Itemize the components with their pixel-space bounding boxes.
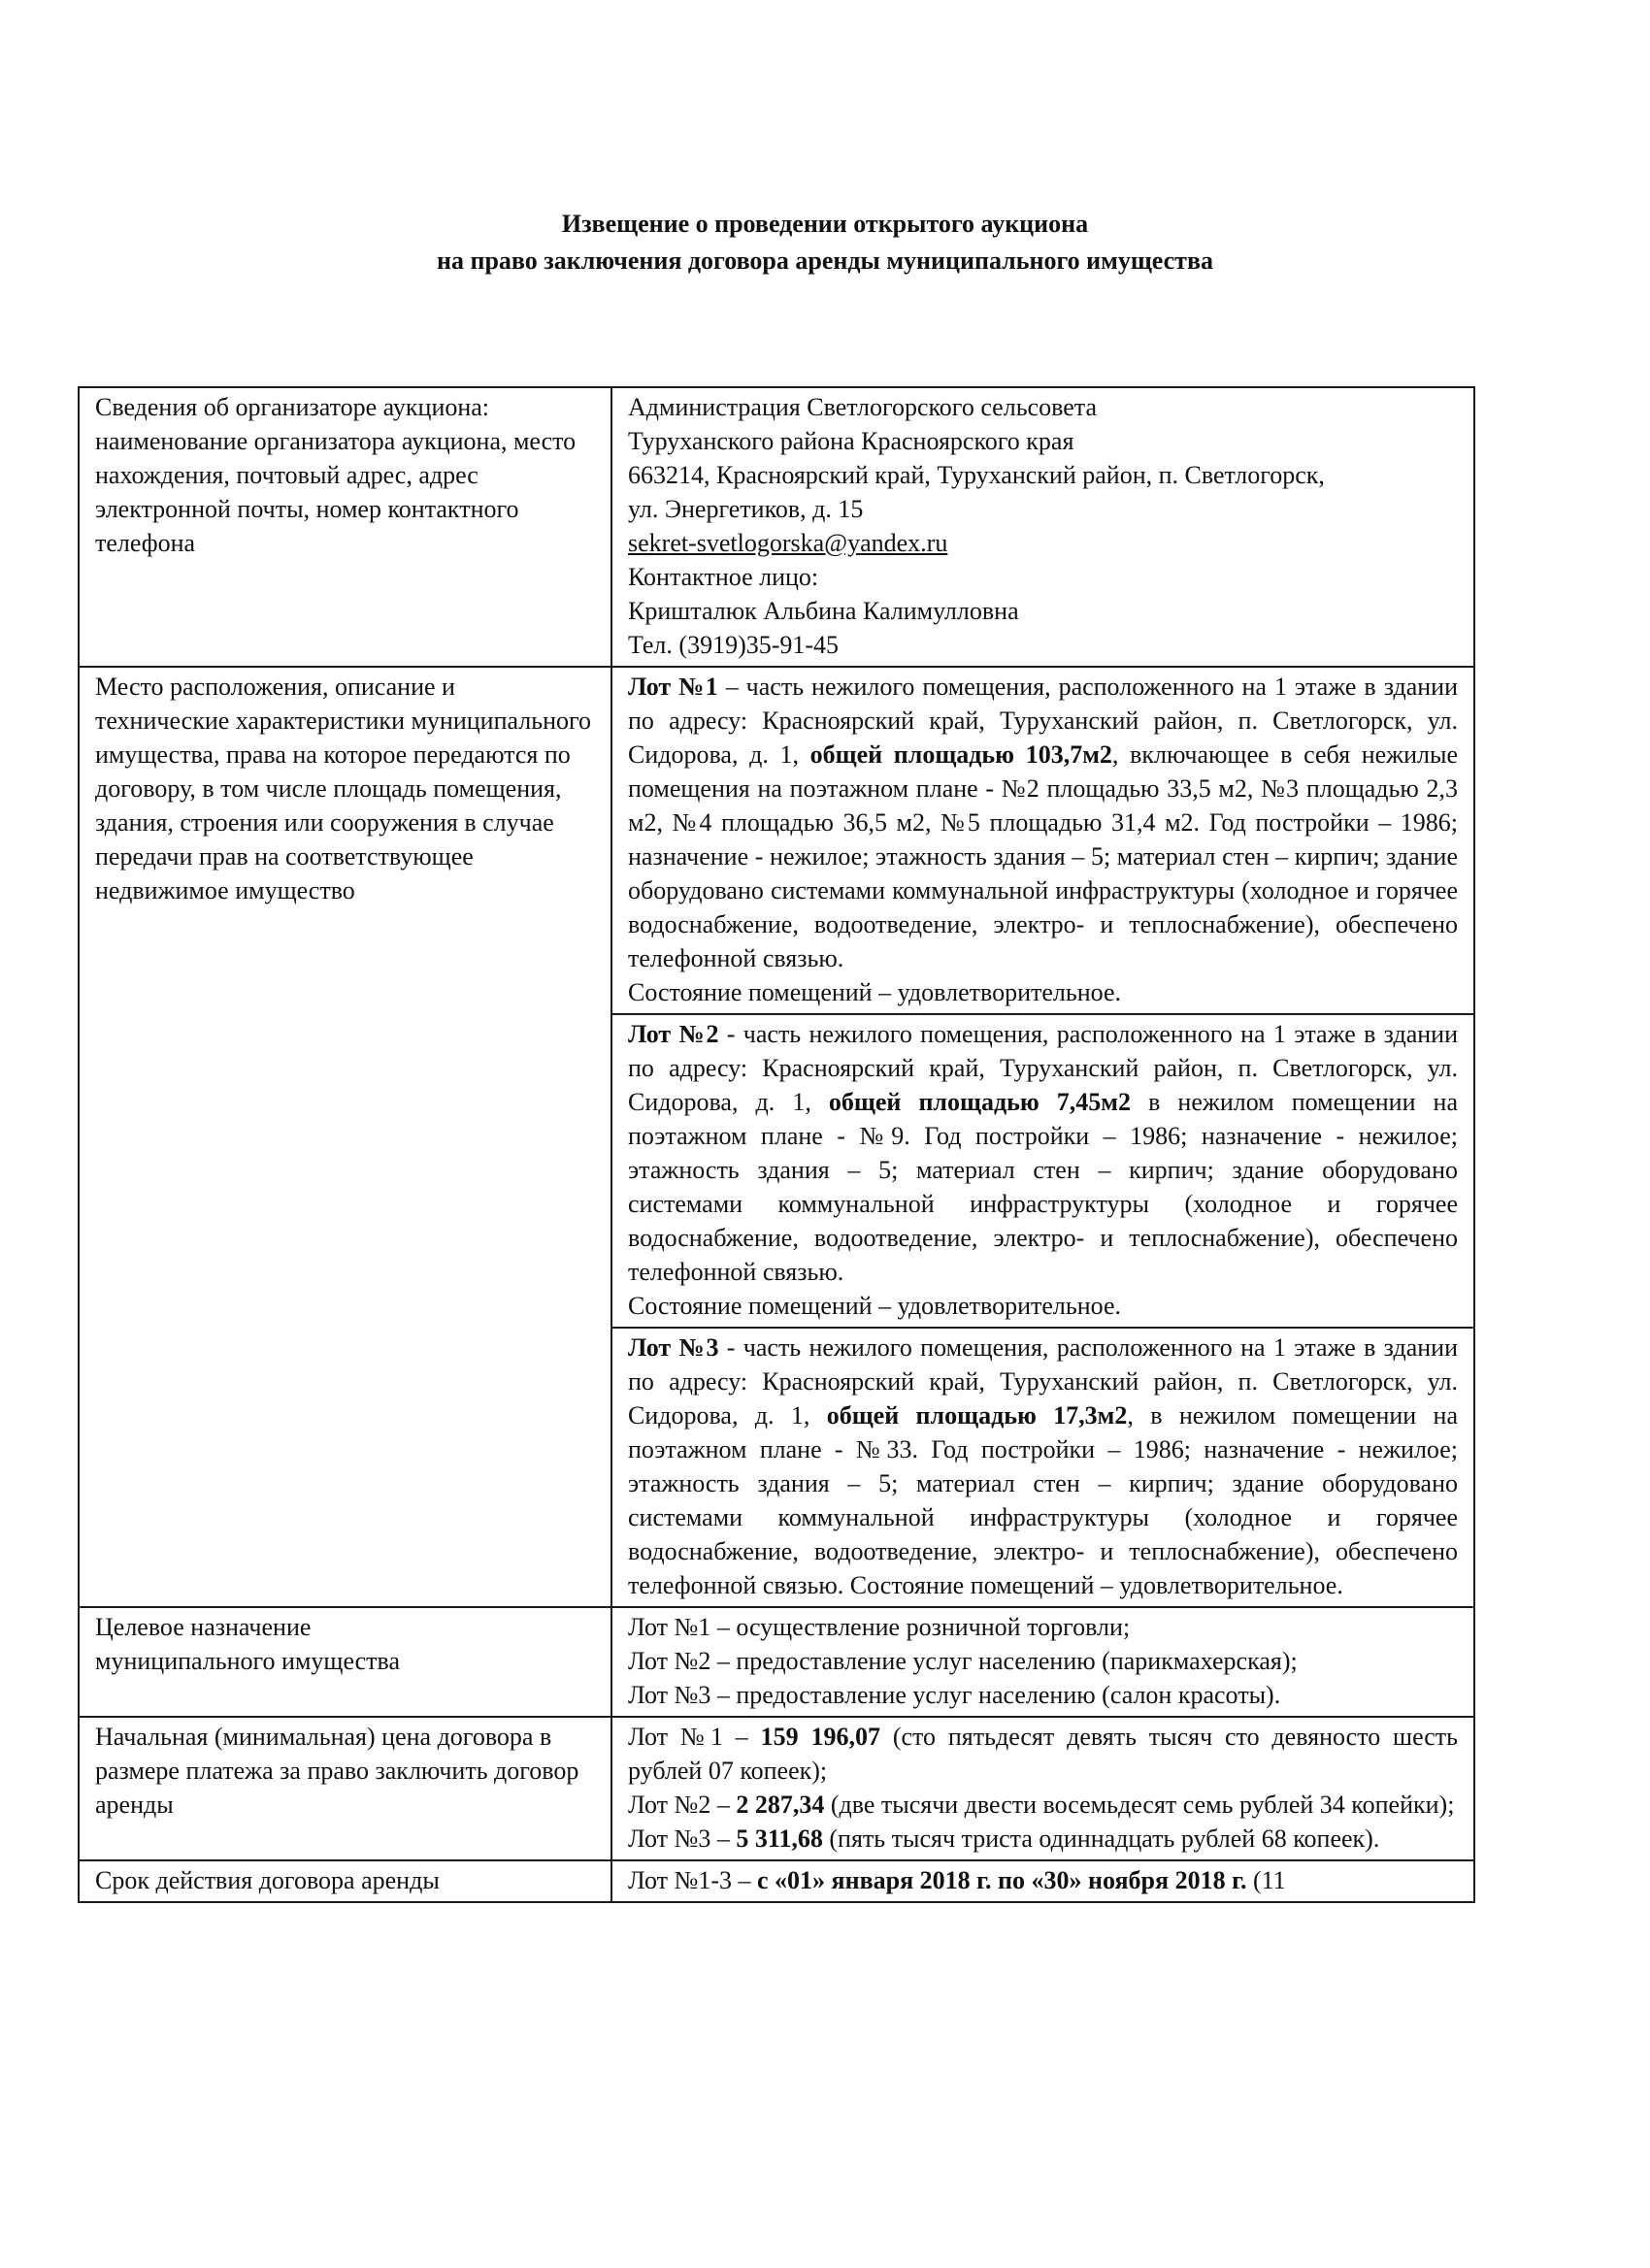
organizer-label: Сведения об организаторе аукциона: наименование организатора аукциона, место нахождения, почтовый адрес, адрес электронной почты, номер контактного телефона [79, 387, 611, 667]
lot-1-text-b: , включающее в себя нежилые помещения на поэтажном плане - №2 площадью 33,5 м2, №3 площадью 2,3 м2, №4 площадью 36,5 м2, №5 площадью 31,4 м2. Год постройки – 1986; назначение - нежилое; этажность здания – 5; материал стен – кирпич; здание оборудовано системами коммунальной инфраструктуры (холодное и горячее водоснабжение, водоотведение, электро- и теплоснабжение), обеспечено телефонной связью. [628, 740, 1459, 972]
table-row-purpose [79, 1607, 1474, 1717]
lot-3-text-b: , в нежилом помещении на поэтажном плане - №33. Год постройки – 1986; назначение - нежилое; этажность здания – 5; материал стен – кирпич; здание оборудовано системами коммунальной инфраструктуры (холодное и горячее водоснабжение, водоотведение, электро- и теплоснабжение), обеспечено телефонной связью. Состояние помещений – удовлетворительное. [628, 1401, 1459, 1599]
organizer-name-line-2: Туруханского района Красноярского края [628, 427, 1074, 455]
lot-3-description [611, 1328, 1474, 1607]
price-lot-2 [628, 1788, 1458, 1822]
term-prefix: Лот №1-3 – [628, 1866, 757, 1894]
lot-3-paragraph [628, 1331, 1458, 1602]
auction-notice-table [78, 386, 1475, 1903]
purpose-value [611, 1607, 1474, 1717]
lot-1-condition: Состояние помещений – удовлетворительное. [628, 978, 1122, 1006]
purpose-label-line-1: Целевое назначение [95, 1613, 312, 1641]
term-line [628, 1863, 1458, 1897]
lot-2-text-a: - часть нежилого помещения, расположенного на 1 этаже в здании по адресу: Красноярский край, Туруханский район, п. Светлогорск, ул. Сидорова, д. 1, [628, 1020, 1458, 1116]
price-lot-1-words: (сто пятьдесят девять тысяч сто девяносто шесть рублей 07 копеек); [628, 1723, 1459, 1785]
price-lot-2-amount: 2 287,34 [736, 1791, 825, 1819]
price-lot-1-amount: 159 196,07 [760, 1723, 880, 1751]
price-lot-1-prefix: Лот №1 – [628, 1723, 761, 1751]
price-lot-2-words: (две тысячи двести восемьдесят семь рублей 34 копейки); [824, 1791, 1455, 1819]
title-line-1: Извещение о проведении открытого аукциона [561, 210, 1089, 238]
lot-2-paragraph [628, 1017, 1458, 1289]
price-lot-1 [628, 1720, 1458, 1788]
table-row-organizer [79, 387, 1474, 667]
term-period: с «01» января 2018 г. по «30» ноября 2018 г. [756, 1866, 1247, 1894]
contact-label: Контактное лицо: [628, 563, 819, 591]
lot-2-description [611, 1014, 1474, 1328]
table-row-term [79, 1860, 1474, 1902]
price-value [611, 1717, 1474, 1860]
organizer-name-line-1: Администрация Светлогорского сельсовета [628, 393, 1097, 421]
lot-3-text-a: - часть нежилого помещения, расположенного на 1 этаже в здании по адресу: Красноярский край, Туруханский район, п. Светлогорск, ул. Сидорова, д. 1, [628, 1333, 1458, 1430]
purpose-lot-1: Лот №1 – осуществление розничной торговли; [628, 1613, 1131, 1641]
organizer-address-line-2: ул. Энергетиков, д. 15 [628, 495, 864, 523]
price-lot-3-words: (пять тысяч триста одиннадцать рублей 68 копеек). [822, 1824, 1380, 1853]
title-line-2: на право заключения договора аренды муниципального имущества [437, 247, 1213, 275]
price-lot-3 [628, 1822, 1458, 1856]
lot-3-area: общей площадью 17,3м2 [826, 1401, 1128, 1430]
purpose-label-line-2: муниципального имущества [95, 1647, 401, 1675]
term-value [611, 1860, 1474, 1902]
lot-2-name: Лот №2 [628, 1020, 719, 1048]
contact-phone: Тел. (3919)35-91-45 [628, 631, 840, 659]
table-row-price [79, 1717, 1474, 1860]
price-label: Начальная (минимальная) цена договора в размере платежа за право заключить договор аренды [79, 1717, 611, 1860]
contact-name: Кришталюк Альбина Калимулловна [628, 597, 1019, 625]
price-lot-2-prefix: Лот №2 – [628, 1791, 737, 1819]
term-label: Срок действия договора аренды [79, 1860, 611, 1902]
price-lot-3-prefix: Лот №3 – [628, 1824, 737, 1853]
price-lot-3-amount: 5 311,68 [736, 1824, 823, 1853]
lot-1-text-a: – часть нежилого помещения, расположенного на 1 этаже в здании по адресу: Красноярский край, Туруханский район, п. Светлогорск, ул. Сидорова, д. 1, [628, 673, 1458, 769]
lot-1-area: общей площадью 103,7м2 [809, 740, 1112, 769]
page-title [0, 206, 1650, 279]
purpose-label [79, 1607, 611, 1717]
lot-3-name: Лот №3 [628, 1333, 719, 1362]
term-tail: (11 [1246, 1866, 1286, 1894]
table-row-location-lot-1 [79, 667, 1474, 1014]
lot-2-text-b: в нежилом помещении на поэтажном плане - №9. Год постройки – 1986; назначение - нежилое; этажность здания – 5; материал стен – кирпич; здание оборудовано системами коммунальной инфраструктуры (холодное и горячее водоснабжение, водоотведение, электро- и теплоснабжение), обеспечено телефонной связью. [628, 1088, 1459, 1286]
organizer-email-link[interactable]: sekret-svetlogorska@yandex.ru [628, 529, 948, 557]
organizer-value [611, 387, 1474, 667]
purpose-lot-3: Лот №3 – предоставление услуг населению (салон красоты). [628, 1681, 1281, 1709]
lot-2-condition: Состояние помещений – удовлетворительное. [628, 1292, 1122, 1320]
lot-1-description [611, 667, 1474, 1014]
lot-1-name: Лот №1 [628, 673, 718, 701]
lot-1-paragraph [628, 670, 1458, 975]
lot-2-area: общей площадью 7,45м2 [828, 1088, 1132, 1116]
purpose-lot-2: Лот №2 – предоставление услуг населению (парикмахерская); [628, 1647, 1298, 1675]
organizer-address-line-1: 663214, Красноярский край, Туруханский район, п. Светлогорск, [628, 461, 1325, 489]
location-label: Место расположения, описание и технические характеристики муниципального имущества, права на которое передаются по договору, в том числе площадь помещения, здания, строения или сооружения в случае передачи прав на соответствующее недвижимое имущество [79, 667, 611, 1607]
